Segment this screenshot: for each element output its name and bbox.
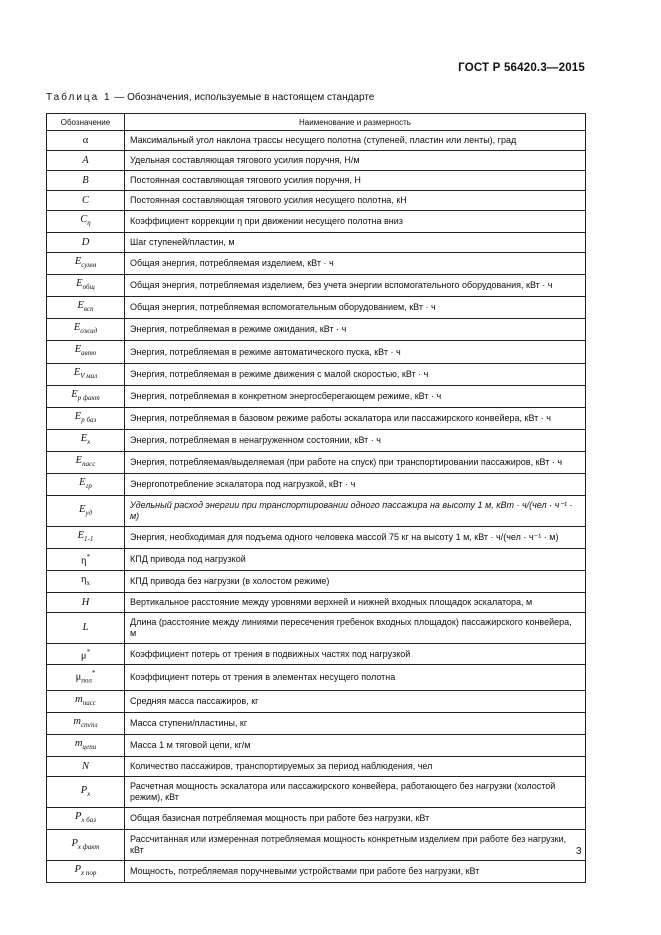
symbol-cell [47,735,125,757]
symbol-subscript: x баз [81,816,97,825]
symbol-superscript: * [86,647,91,656]
symbol-cell [47,253,125,275]
table-row [47,319,586,341]
symbol-main: E [73,366,81,378]
table-caption-label: Таблица 1 [46,92,112,103]
description-cell: Масса ступени/пластины, кг [125,713,586,735]
description-cell: Коэффициент коррекции η при движении несущего полотна вниз [125,211,586,233]
symbol-main: A [82,155,89,166]
symbol-cell [47,233,125,253]
symbol-subscript: ожид [80,327,98,336]
symbol-main: η [81,555,87,567]
description-cell: Удельная составляющая тягового усилия поручня, Н/м [125,151,586,171]
symbol-cell [47,211,125,233]
symbol-main: η [81,573,87,585]
symbol-cell [47,570,125,592]
symbol-main: D [81,237,90,249]
table-row [47,735,586,757]
symbol-cell [47,131,125,151]
symbol-cell [47,527,125,549]
symbol-subscript: всп [83,305,94,314]
table-row [47,253,586,275]
symbol-main: E [77,530,85,542]
table-row [47,713,586,735]
description-cell: Общая энергия, потребляемая изделием, кВт · ч [125,253,586,275]
table-row [47,643,586,665]
description-cell: Масса 1 м тяговой цепи, кг/м [125,735,586,757]
symbol-superscript: * [91,669,96,678]
symbol-cell [47,451,125,473]
table-row [47,665,586,691]
table-row [47,612,586,643]
symbol-cell [47,191,125,211]
description-cell: Энергия, потребляемая в базовом режиме работы эскалатора или пассажирского конвейера, кВт · ч [125,407,586,429]
description-cell: Общая энергия, потребляемая вспомогательным оборудованием, кВт · ч [125,297,586,319]
table-row [47,297,586,319]
symbol-main: P [80,784,88,796]
symbol-main: E [79,477,86,489]
table-row [47,151,586,171]
symbol-cell [47,151,125,171]
symbol-subscript: x пор [81,869,97,878]
symbol-main: C [81,195,89,206]
table-row [47,757,586,777]
description-cell: Энергия, потребляемая в режиме движения с малой скоростью, кВт · ч [125,363,586,385]
symbol-subscript: x [87,437,91,446]
symbol-cell [47,275,125,297]
table-header-row [47,114,586,131]
table-row [47,496,586,527]
symbol-cell [47,319,125,341]
symbol-main: μ [80,650,87,662]
description-cell: Рассчитанная или измеренная потребляемая мощность конкретным изделием при работе без нагрузки, кВт [125,830,586,861]
table-row [47,211,586,233]
symbol-subscript: V мал [80,371,98,380]
table-row [47,171,586,191]
table-row [47,341,586,363]
symbol-main: P [74,811,82,823]
description-cell: КПД привода под нагрузкой [125,549,586,571]
description-cell: Энергия, потребляемая/выделяемая (при работе на спуск) при транспортировании пассажиров, кВт · ч [125,451,586,473]
table-row [47,363,586,385]
page-number: 3 [576,846,582,857]
description-cell: Шаг ступеней/пластин, м [125,233,586,253]
symbol-subscript: пасс [82,460,96,469]
description-cell: Коэффициент потерь от трения в подвижных частях под нагрузкой [125,643,586,665]
symbol-main: E [74,410,82,422]
symbol-cell [47,429,125,451]
symbol-cell [47,171,125,191]
symbol-cell [47,496,125,527]
symbol-subscript: x факт [77,842,100,851]
symbol-subscript: ст/пл [80,721,98,730]
symbol-cell [47,341,125,363]
symbol-main: E [71,388,78,400]
table-row [47,385,586,407]
description-cell: Средняя масса пассажиров, кг [125,690,586,712]
symbol-main: α [82,135,89,146]
symbol-subscript: x [87,789,91,798]
symbol-main: E [74,256,82,268]
header-description: Наименование и размерность [125,114,586,131]
table-row [47,407,586,429]
symbol-subscript: пасс [82,699,96,707]
table-row [47,808,586,830]
symbol-cell [47,592,125,612]
symbol-subscript: авто [81,349,97,358]
description-cell: Энергия, потребляемая в конкретном энергосберегающем режиме, кВт · ч [125,385,586,407]
symbol-cell [47,643,125,665]
symbol-cell [47,407,125,429]
standard-number: ГОСТ Р 56420.3—2015 [458,62,585,74]
symbol-subscript: x [86,578,90,587]
symbol-subscript: уд [85,508,93,517]
symbol-main: H [81,596,90,608]
description-cell: Энергия, потребляемая в ненагруженном состоянии, кВт · ч [125,429,586,451]
symbol-main: B [82,175,89,186]
symbol-main: E [73,322,81,334]
description-cell: Вертикальное расстояние между уровнями верхней и нижней входных площадок эскалатора, м [125,592,586,612]
symbol-main: μ [75,671,82,683]
description-cell: Энергопотребление эскалатора под нагрузкой, кВт · ч [125,474,586,496]
description-cell: Энергия, необходимая для подъема одного человека массой 75 кг на высоту 1 м, кВт · ч/(чел · ч⁻¹ · м) [125,527,586,549]
symbols-table [46,113,586,883]
table-row [47,527,586,549]
description-cell: КПД привода без нагрузки (в холостом режиме) [125,570,586,592]
symbol-cell [47,297,125,319]
table-row [47,690,586,712]
table-row [47,549,586,571]
symbol-cell [47,474,125,496]
symbol-cell [47,713,125,735]
symbol-main: m [74,738,83,750]
symbol-main: N [81,761,89,773]
table-row [47,451,586,473]
description-cell: Мощность, потребляемая поручневыми устройствами при работе без нагрузки, кВт [125,861,586,883]
symbol-cell [47,861,125,883]
symbol-cell [47,549,125,571]
description-cell: Коэффициент потерь от трения в элементах несущего полотна [125,665,586,691]
table-row [47,570,586,592]
symbol-cell [47,612,125,643]
symbol-cell [47,808,125,830]
table-row [47,474,586,496]
symbol-main: E [80,432,88,444]
table-row [47,275,586,297]
symbol-cell [47,690,125,712]
symbol-main: P [71,837,78,849]
symbol-main: C [80,214,88,225]
symbol-cell [47,777,125,808]
table-row [47,131,586,151]
symbol-subscript: гр [85,482,92,491]
symbol-subscript: сумм [81,261,97,270]
symbol-cell [47,757,125,777]
description-cell: Расчетная мощность эскалатора или пассажирского конвейера, работающего без нагрузки (холостой режим), кВт [125,777,586,808]
symbol-main: E [78,503,86,515]
table-row [47,861,586,883]
symbol-main: E [75,454,83,466]
symbol-subscript: цепи [82,743,97,752]
table-caption [46,92,374,103]
symbol-cell [47,665,125,691]
description-cell: Удельный расход энергии при транспортировании одного пассажира на высоту 1 м, кВт · ч/(чел · ч⁻¹ · м) [125,496,586,527]
description-cell: Энергия, потребляемая в режиме автоматического пуска, кВт · ч [125,341,586,363]
symbol-main: m [75,693,83,705]
table-caption-text: — Обозначения, используемые в настоящем стандарте [111,92,375,103]
symbol-cell [47,363,125,385]
table-row [47,191,586,211]
symbol-subscript: 1-1 [84,535,94,544]
symbol-cell [47,385,125,407]
description-cell: Общая энергия, потребляемая изделием, без учета энергии вспомогательного оборудования, кВт · ч [125,275,586,297]
symbol-main: L [82,622,89,634]
symbol-superscript: * [86,553,90,562]
description-cell: Общая базисная потребляемая мощность при работе без нагрузки, кВт [125,808,586,830]
symbol-subscript: общ [82,283,95,292]
symbol-subscript: p факт [77,393,100,402]
description-cell: Постоянная составляющая тягового усилия поручня, Н [125,171,586,191]
symbol-main: m [73,716,81,727]
table-row [47,429,586,451]
description-cell: Длина (расстояние между линиями пересечения гребенок входных площадок) пассажирского конвейера, м [125,612,586,643]
symbol-main: E [77,300,84,312]
symbol-main: P [74,864,82,876]
table-row [47,233,586,253]
table-row [47,830,586,861]
description-cell: Максимальный угол наклона трассы несущего полотна (ступеней, пластин или ленты), град [125,131,586,151]
table-body [47,131,586,883]
table-row [47,592,586,612]
symbol-subscript: p баз [81,415,97,424]
symbol-main: E [74,344,82,356]
description-cell: Постоянная составляющая тягового усилия несущего полотна, кН [125,191,586,211]
header-symbol: Обозначение [47,114,125,131]
description-cell: Энергия, потребляемая в режиме ожидания, кВт · ч [125,319,586,341]
symbol-subscript: η [87,219,91,228]
table-row [47,777,586,808]
symbol-cell [47,830,125,861]
symbol-subscript: пол [81,676,92,685]
symbol-main: E [76,278,83,290]
description-cell: Количество пассажиров, транспортируемых за период наблюдения, чел [125,757,586,777]
